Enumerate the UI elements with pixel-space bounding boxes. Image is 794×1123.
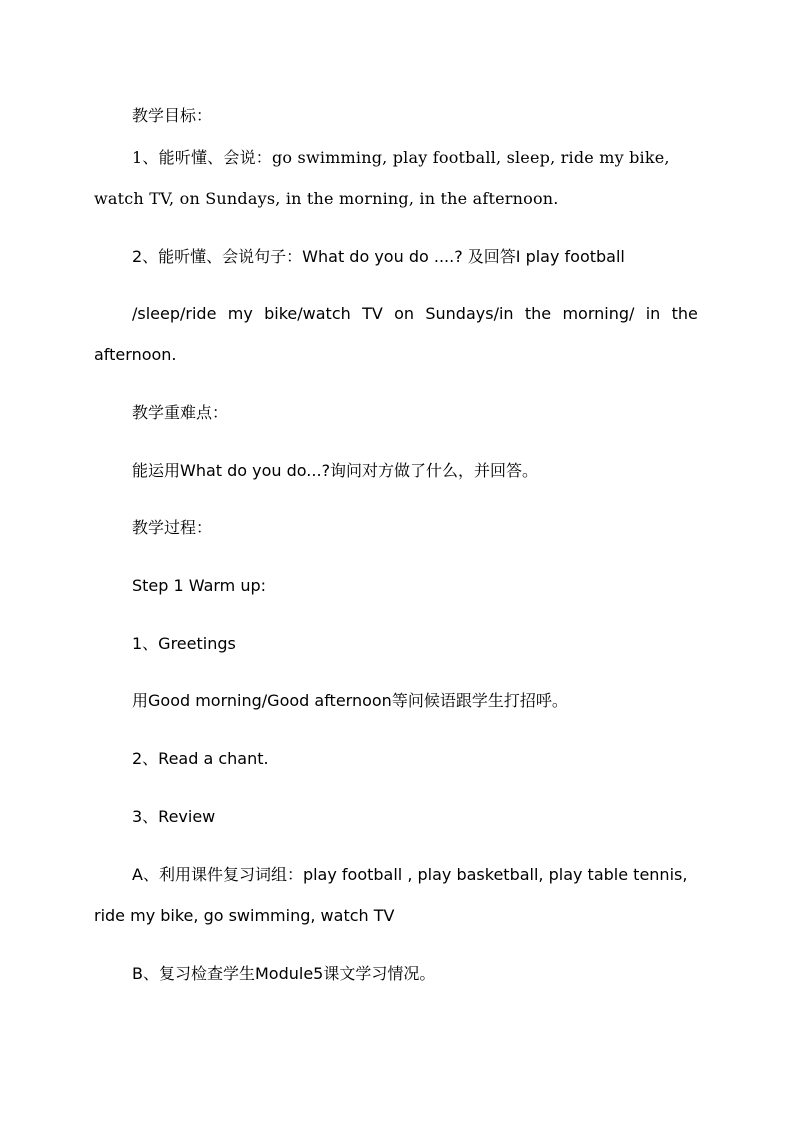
key-point-text: 能运用What do you do...?询问对方做了什么，并回答。: [132, 461, 539, 480]
word: bike/watch: [264, 304, 351, 323]
word: on: [394, 304, 415, 323]
heading-process: 教学过程：: [132, 518, 213, 537]
word: the: [671, 304, 698, 323]
review-b: B、复习检查学生Module5课文学习情况。: [132, 964, 436, 983]
chant-item: 2、Read a chant.: [132, 749, 269, 768]
objective-2-line-3: afternoon.: [94, 345, 177, 364]
objective-1-line-2: watch TV, on Sundays, in the morning, in the afternoon.: [94, 189, 559, 208]
greetings-description: 用Good morning/Good afternoon等问候语跟学生打招呼。: [132, 691, 568, 710]
word: in: [645, 304, 661, 323]
word: Sundays/in: [425, 304, 514, 323]
step-1-title: Step 1 Warm up:: [132, 576, 267, 595]
heading-objectives: 教学目标：: [132, 106, 213, 125]
word: morning/: [562, 304, 635, 323]
word: TV: [362, 304, 383, 323]
greetings-item: 1、Greetings: [132, 634, 236, 653]
objective-2-line-2: [132, 304, 698, 324]
word: /sleep/ride: [132, 304, 217, 323]
review-a-line-2: ride my bike, go swimming, watch TV: [94, 906, 395, 925]
review-item: 3、Review: [132, 807, 216, 826]
heading-key-points: 教学重难点：: [132, 403, 229, 422]
word: my: [227, 304, 253, 323]
review-a-line-1: A、利用课件复习词组：play football , play basketball, play table tennis,: [132, 865, 688, 884]
word: the: [524, 304, 552, 323]
objective-1-line-1: 1、能听懂、会说：go swimming, play football, sleep, ride my bike,: [132, 148, 670, 167]
objective-2-line-1: 2、能听懂、会说句子：What do you do ....? 及回答I play football: [132, 247, 625, 266]
